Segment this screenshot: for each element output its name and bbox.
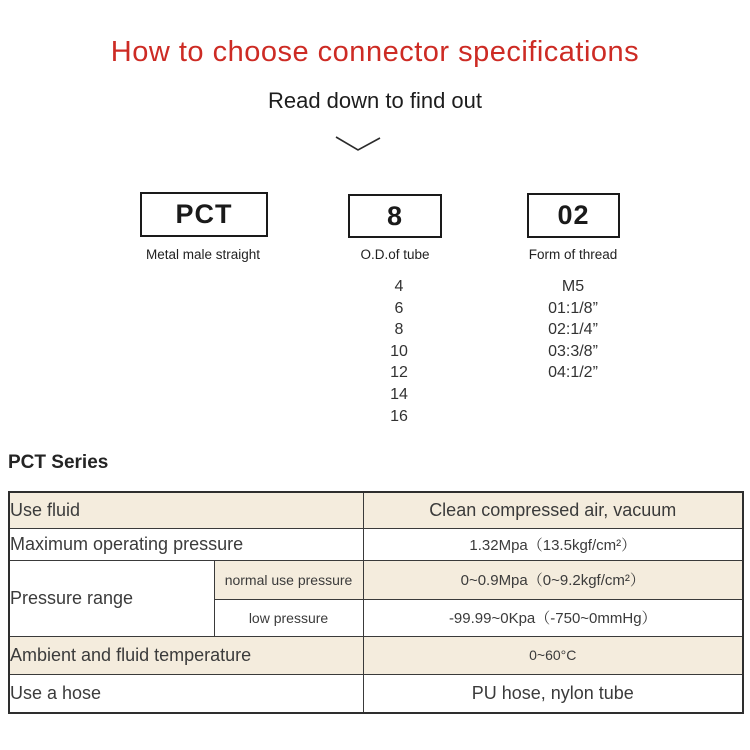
spec-label-temperature: Ambient and fluid temperature xyxy=(9,636,363,674)
table-row xyxy=(9,492,743,528)
page-title: How to choose connector specifications xyxy=(110,36,640,68)
list-item: M5 xyxy=(561,278,585,295)
spec-value-hose: PU hose, nylon tube xyxy=(363,674,743,713)
spec-table xyxy=(8,491,744,714)
spec-value-max-pressure: 1.32Mpa（13.5kgf/cm²） xyxy=(363,528,743,560)
page-subtitle: Read down to find out xyxy=(267,88,483,113)
list-item: 03:3/8” xyxy=(548,342,598,360)
table-row xyxy=(9,560,743,599)
spec-label-max-pressure: Maximum operating pressure xyxy=(9,528,363,560)
code-box-tube-od xyxy=(348,194,442,238)
list-item: 4 xyxy=(394,278,404,295)
table-row xyxy=(9,636,743,674)
segment-label-series: Metal male straight xyxy=(145,247,261,262)
thread-options-list xyxy=(521,276,625,384)
code-box-thread xyxy=(527,193,620,238)
spec-label-use-fluid: Use fluid xyxy=(9,492,363,528)
spec-label-pressure-range: Pressure range xyxy=(9,560,214,636)
list-item: 16 xyxy=(390,407,408,425)
spec-value-temperature: 0~60°C xyxy=(363,636,743,674)
list-item: 12 xyxy=(390,364,408,382)
tube-od-options-list xyxy=(367,276,431,427)
spec-value-low-pressure: -99.99~0Kpa（-750~0mmHg） xyxy=(363,599,743,636)
code-box-thread-text: 02 xyxy=(557,200,590,230)
code-box-tube-od-text: 8 xyxy=(386,200,404,231)
list-item: 8 xyxy=(394,321,404,339)
spec-value-use-fluid: Clean compressed air, vacuum xyxy=(363,492,743,528)
list-item: 04:1/2” xyxy=(548,364,598,382)
segment-label-tube-od: O.D.of tube xyxy=(360,247,430,262)
spec-value-normal-pressure: 0~0.9Mpa（0~9.2kgf/cm²） xyxy=(363,560,743,599)
list-item: 02:1/4” xyxy=(548,321,598,339)
code-box-series-text: PCT xyxy=(175,199,233,229)
code-box-series xyxy=(140,192,268,237)
spec-sublabel-normal-pressure: normal use pressure xyxy=(214,560,363,599)
chevron-down-icon xyxy=(335,135,381,158)
list-item: 10 xyxy=(390,342,408,360)
table-row xyxy=(9,528,743,560)
table-row xyxy=(9,674,743,713)
list-item: 01:1/8” xyxy=(548,299,598,317)
spec-label-hose: Use a hose xyxy=(9,674,363,713)
list-item: 6 xyxy=(394,299,404,317)
series-heading: PCT Series xyxy=(8,452,109,473)
list-item: 14 xyxy=(390,385,408,403)
segment-label-thread: Form of thread xyxy=(528,247,618,262)
spec-sublabel-low-pressure: low pressure xyxy=(214,599,363,636)
